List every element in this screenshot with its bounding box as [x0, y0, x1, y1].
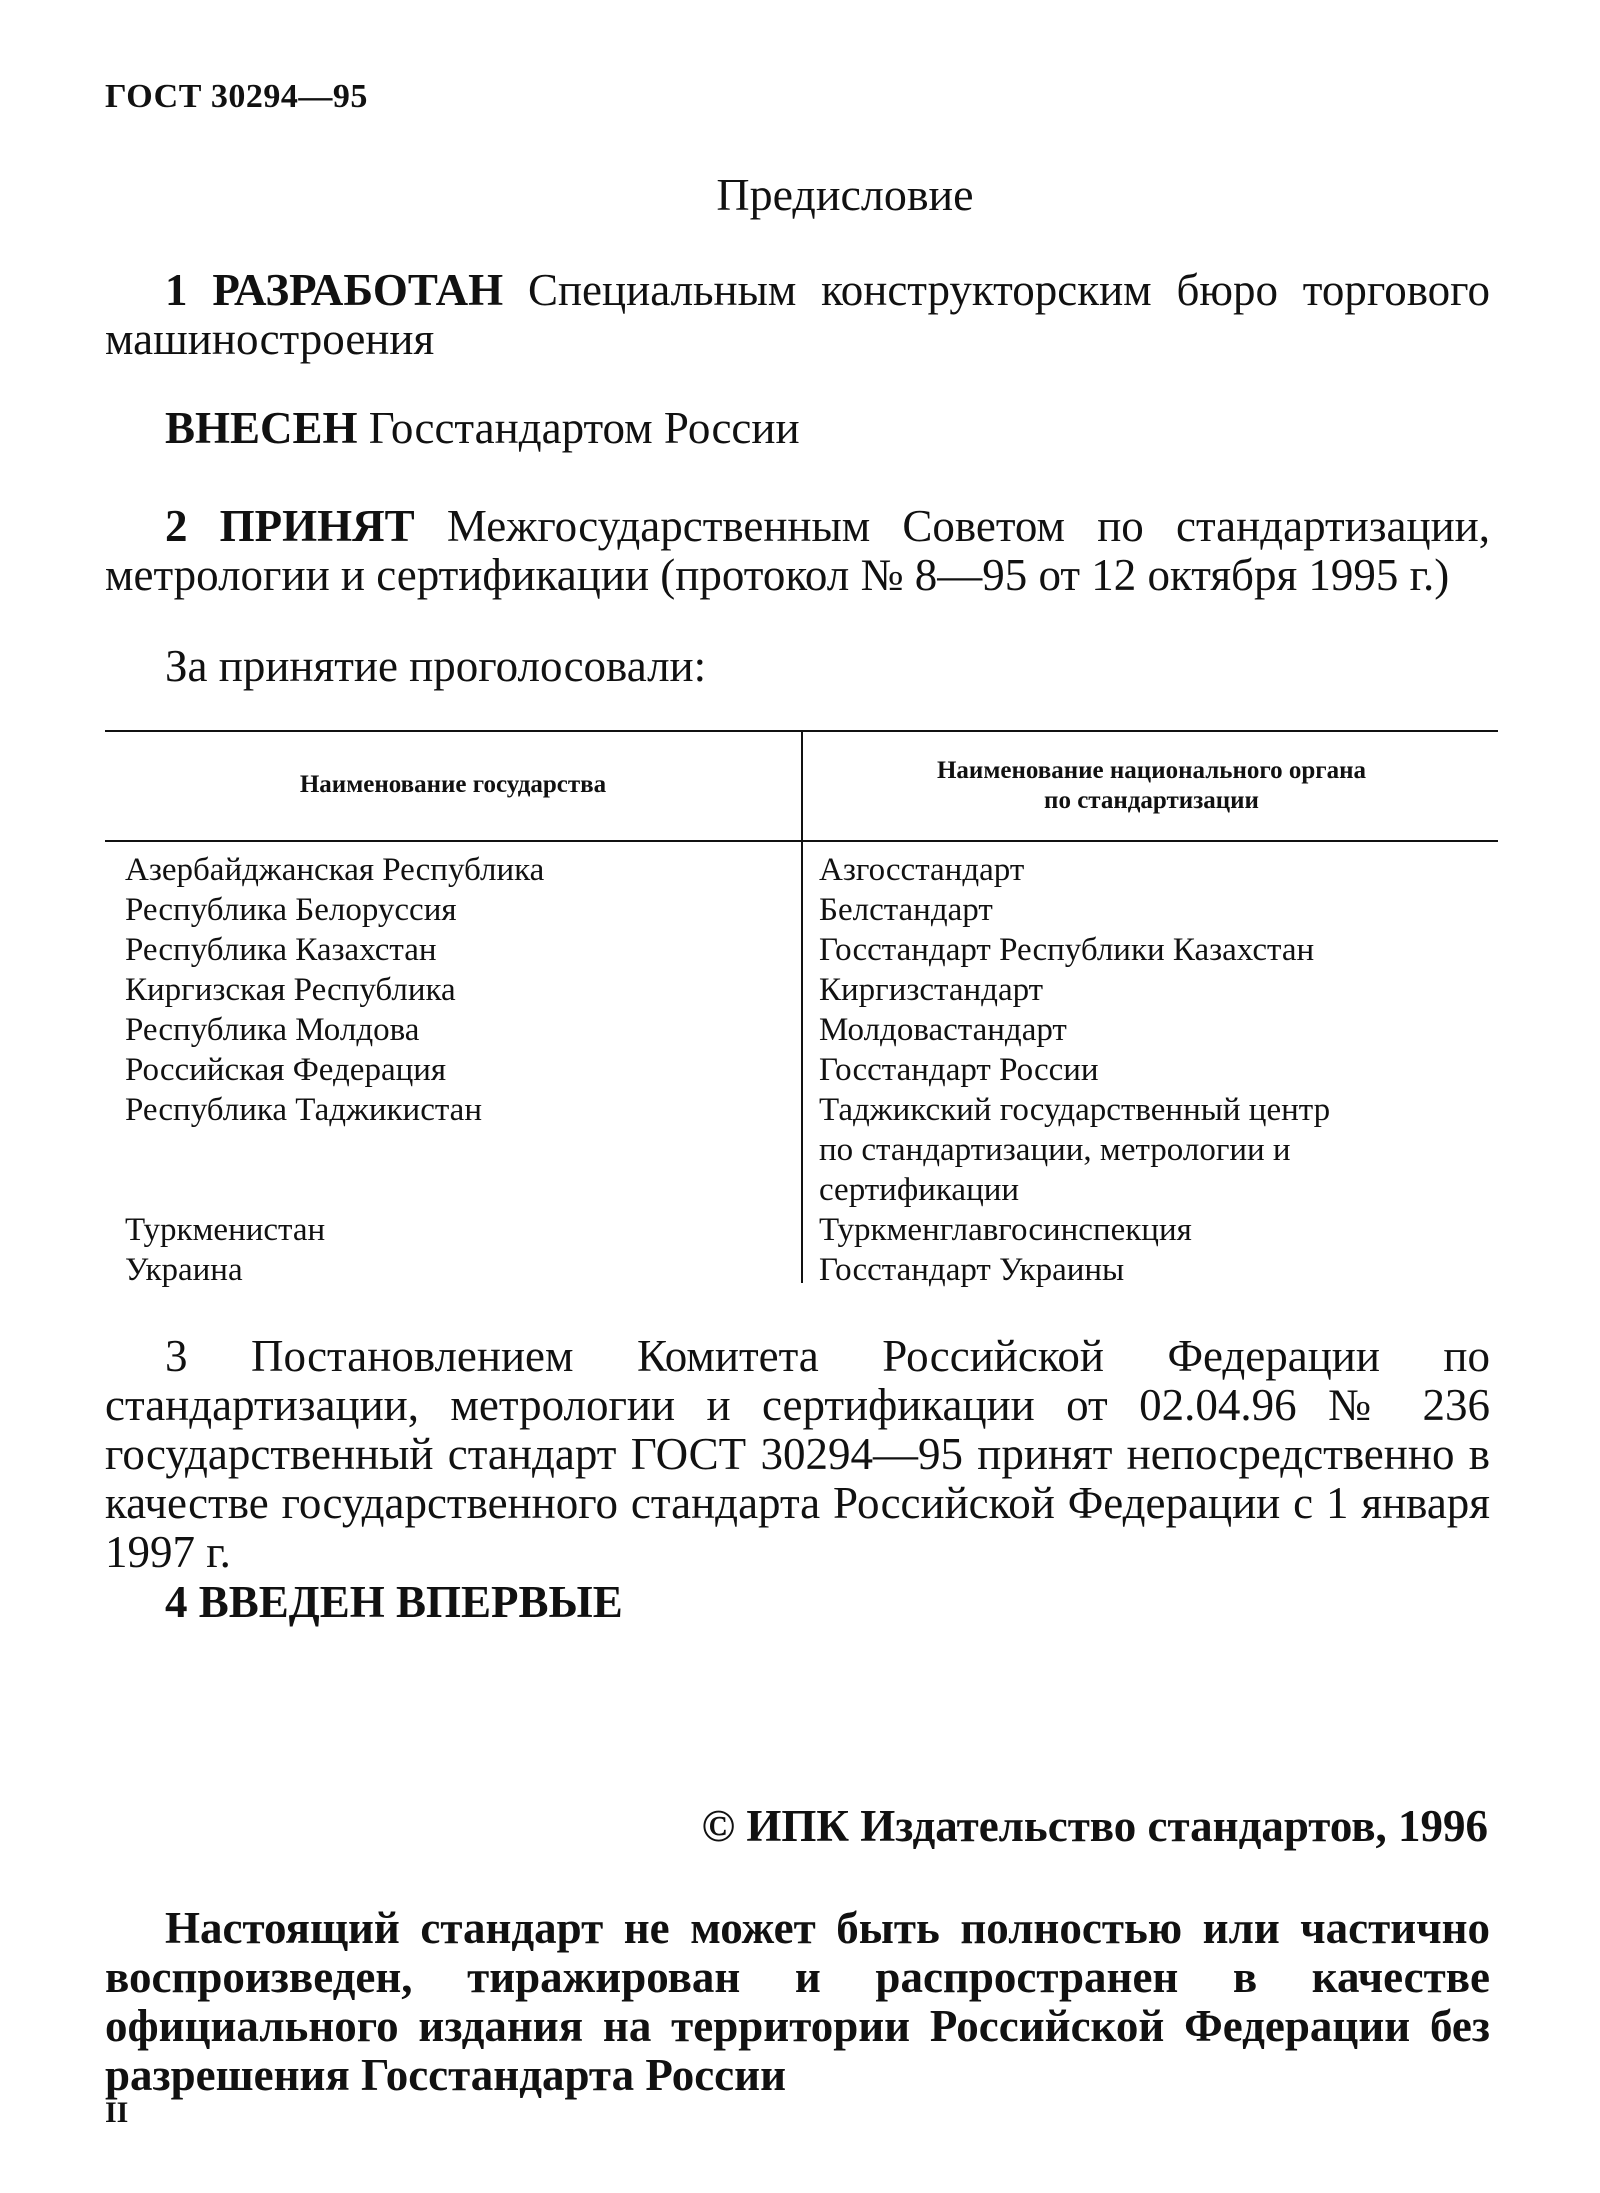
table-cell-state: Азербайджанская Республика	[125, 852, 545, 888]
votes-intro: За принятие проголосовали:	[165, 641, 707, 691]
table-row	[105, 1050, 1498, 1090]
table-cell-state: Республика Казахстан	[125, 932, 437, 968]
section-1b-lead: ВНЕСЕН	[165, 403, 358, 453]
table-row	[105, 1090, 1498, 1210]
table-cell-body	[801, 890, 1498, 930]
page-title: Предисловие	[716, 169, 974, 220]
table-cell-body-line: Киргизстандарт	[819, 972, 1044, 1008]
section-3-resolution: 3 Постановлением Комитета Российской Федерации по стандартизации, метрологии и сертификации от 02.04.96 № 236 государственный стандарт ГОСТ 30294—95 принят непосредственно в качестве государственного стандарта Российской Федерации с 1 января 1997 г.	[105, 1331, 1490, 1577]
table-row	[105, 850, 1498, 890]
document-code: ГОСТ 30294—95	[105, 78, 368, 115]
section-1-lead: 1 РАЗРАБОТАН	[165, 265, 504, 315]
section-2-text: Межгосударственным Советом по стандартизации, метрологии и сертификации (протокол № 8—95 от 12 октября 1995 г.)	[105, 501, 1490, 600]
page-number: II	[105, 2096, 129, 2129]
copyright-line: © ИПК Издательство стандартов, 1996	[701, 1801, 1488, 1851]
table-cell-state: Украина	[125, 1252, 243, 1288]
table-header-body	[805, 756, 1498, 816]
table-row	[105, 930, 1498, 970]
table-cell-body-line: Госстандарт Украины	[819, 1252, 1125, 1288]
table-row	[105, 890, 1498, 930]
table-cell-body	[801, 970, 1498, 1010]
table-body	[105, 850, 1498, 1290]
section-1-introduced	[105, 404, 1490, 453]
table-cell-state: Республика Белоруссия	[125, 892, 457, 928]
table-cell-body-line: Туркменглавгосинспекция	[819, 1212, 1192, 1248]
table-cell-body	[801, 850, 1498, 890]
table-header-body-line2: по стандартизации	[1044, 787, 1259, 814]
table-row	[105, 1210, 1498, 1250]
table-cell-body	[801, 1050, 1498, 1090]
table-cell-body-line: Госстандарт России	[819, 1052, 1099, 1088]
section-1-developed	[105, 266, 1490, 364]
table-row	[105, 970, 1498, 1010]
table-cell-body-line: Белстандарт	[819, 892, 993, 928]
reproduction-notice: Настоящий стандарт не может быть полностью или частично воспроизведен, тиражирован и распространен в качестве официального издания на территории Российской Федерации без разрешения Госстандарта России	[105, 1903, 1490, 2100]
table-header-body-line1: Наименование национального органа	[936, 757, 1367, 784]
table-row	[105, 1250, 1498, 1290]
section-2-lead: 2 ПРИНЯТ	[165, 501, 415, 551]
table-row	[105, 1010, 1498, 1050]
table-cell-body	[801, 1250, 1498, 1290]
table-cell-body-line: сертификации	[819, 1172, 1020, 1208]
table-cell-body-line: Молдовастандарт	[819, 1012, 1067, 1048]
table-header-state: Наименование государства	[299, 771, 607, 798]
table-cell-state: Республика Таджикистан	[125, 1092, 482, 1128]
section-1b-text: Госстандартом России	[357, 403, 800, 453]
section-4-first-introduced: 4 ВВЕДЕН ВПЕРВЫЕ	[165, 1577, 623, 1627]
section-2-adopted	[105, 502, 1490, 600]
table-cell-state: Республика Молдова	[125, 1012, 420, 1048]
table-cell-body	[801, 1010, 1498, 1050]
table-cell-body-line: по стандартизации, метрологии и	[819, 1132, 1291, 1168]
table-cell-state: Российская Федерация	[125, 1052, 447, 1088]
table-cell-state: Туркменистан	[125, 1212, 326, 1248]
table-cell-body	[801, 1090, 1498, 1210]
section-1-text: Специальным конструкторским бюро торгового машиностроения	[105, 265, 1490, 364]
table-cell-body-line: Азгосстандарт	[819, 852, 1025, 888]
table-cell-state: Киргизская Республика	[125, 972, 456, 1008]
table-cell-body	[801, 1210, 1498, 1250]
table-cell-body-line: Таджикский государственный центр	[819, 1092, 1331, 1128]
table-cell-body	[801, 930, 1498, 970]
table-cell-body-line: Госстандарт Республики Казахстан	[819, 932, 1315, 968]
